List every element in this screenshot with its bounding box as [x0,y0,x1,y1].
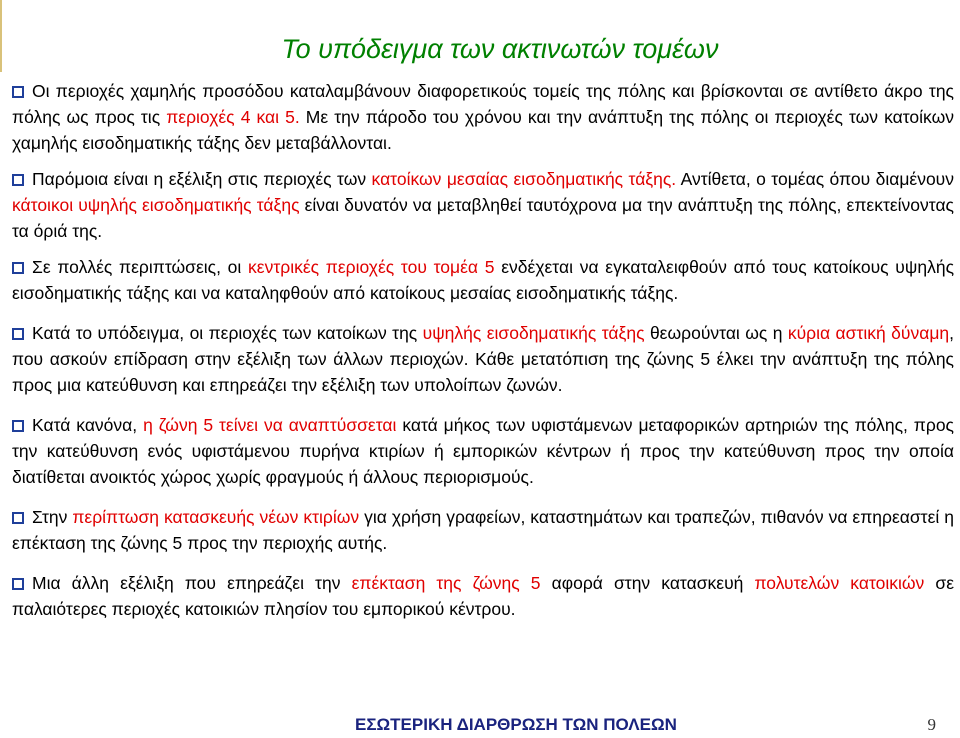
highlight-text: η ζώνη 5 τείνει να αναπτύσσεται [143,415,397,435]
slide-footer [0,713,960,738]
bullet-item [12,570,954,622]
highlight-text: πολυτελών κατοικιών [754,573,925,593]
footer-title: ΕΣΩΤΕΡΙΚΗ ΔΙΑΡΘΡΩΣΗ ΤΩΝ ΠΟΛΕΩΝ [355,715,677,734]
bullet-list [12,78,954,632]
bullet-text: Οι περιοχές χαμηλής προσόδου καταλαμβάνουν διαφορετικούς τομείς της πόλης και βρίσκονται σε αντίθετο άκρο της πόλης ως προς τις [12,81,954,127]
page-number: 9 [927,715,936,734]
bullet-item [12,320,954,398]
checkbox-bullet-icon [12,262,24,274]
bullet-item [12,254,954,306]
bullet-text: , που ασκούν επίδραση στην εξέλιξη των άλλων περιοχών. Κάθε μετατόπιση της ζώνης 5 έλκει την ανάπτυξη της πόλης προς μια κατεύθυνση και επηρεάζει την εξέλιξη των υπολοίπων ζωνών. [12,323,955,395]
highlight-text: κύρια αστική δύναμη [787,323,950,343]
highlight-text: περιοχές 4 και 5. [166,107,300,127]
bullet-text: κατά μήκος των υφιστάμενων μεταφορικών αρτηριών της πόλης, προς την κατεύθυνση ενός υφιστάμενου πυρήνα κτιρίων ή εμπορικών κέντρων ή προς την κατεύθυνση προς την οποία διατίθεται ανοικτός χώρος χωρίς φραγμούς ή άλλους περιορισμούς. [12,415,954,487]
checkbox-bullet-icon [12,420,24,432]
checkbox-bullet-icon [12,86,24,98]
bullet-text: Κατά κανόνα, [32,415,144,435]
bullet-text: Σε πολλές περιπτώσεις, οι [32,257,249,277]
highlight-text: επέκταση της ζώνης 5 [351,573,541,593]
bullet-text: ενδέχεται να εγκαταλειφθούν από τους κατοίκους υψηλής εισοδηματικής τάξης και να καταληφθούν από κατοίκους μεσαίας εισοδηματικής τάξης. [12,257,955,303]
slide-title: Το υπόδειγμα των ακτινωτών τομέων [281,34,719,64]
checkbox-bullet-icon [12,328,24,340]
checkbox-bullet-icon [12,578,24,590]
bullet-item [12,78,954,156]
bullet-text: Κατά το υπόδειγμα, οι περιοχές των κατοίκων της [32,323,423,343]
bullet-text: Με την πάροδο του χρόνου και την ανάπτυξη της πόλης οι περιοχές των κατοίκων χαμηλής εισοδηματικής τάξης δεν μεταβάλλονται. [12,107,955,153]
bullet-text: Παρόμοια είναι η εξέλιξη στις περιοχές των [32,169,372,189]
highlight-text: υψηλής εισοδηματικής τάξης [422,323,645,343]
bullet-text: Στην [32,507,73,527]
highlight-text: κάτοικοι υψηλής εισοδηματικής τάξης [12,195,300,215]
highlight-text: περίπτωση κατασκευής νέων κτιρίων [72,507,360,527]
checkbox-bullet-icon [12,512,24,524]
bullet-item [12,412,954,490]
bullet-text: σε παλαιότερες περιοχές κατοικιών πλησίον του εμπορικού κέντρου. [12,573,954,619]
bullet-text: αφορά στην κατασκευή [540,573,755,593]
checkbox-bullet-icon [12,174,24,186]
highlight-text: κατοίκων μεσαίας εισοδηματικής τάξης. [371,169,677,189]
bullet-item [12,166,954,244]
bullet-text: για χρήση γραφείων, καταστημάτων και τραπεζών, πιθανόν να επηρεαστεί η επέκταση της ζώνης 5 προς την περιοχής αυτής. [12,507,954,553]
bullet-text: θεωρούνται ως η [644,323,788,343]
highlight-text: κεντρικές περιοχές του τομέα 5 [248,257,495,277]
bullet-text: Αντίθετα, ο τομέας όπου διαμένουν [676,169,955,189]
bullet-item [12,504,954,556]
bullet-text: είναι δυνατόν να μεταβληθεί ταυτόχρονα μα την ανάπτυξη της πόλης, επεκτείνοντας τα όριά της. [12,195,954,241]
bullet-text: Μια άλλη εξέλιξη που επηρεάζει την [32,573,352,593]
